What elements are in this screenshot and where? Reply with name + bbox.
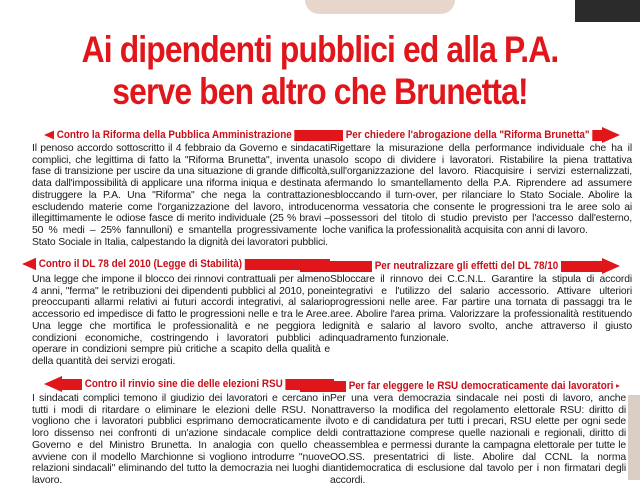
section-1-left-title: Contro la Riforma della Pubblica Amministrazione (54, 127, 294, 144)
section-2-right-title: Per neutralizzare gli effetti del DL 78/10 (372, 258, 561, 275)
section-3-right-title: Per far eleggere le RSU democraticamente dai lavoratori (346, 378, 616, 395)
section-2-left-text: Una legge che impone il blocco dei rinnovi contrattuali per almeno 4 anni, "ferma" le retribuzioni dei dipendenti pubblici al 2010, pone preoccupanti allarmi relativi ai futuri accordi integrativi, al salario accessorio ed impedisce di fatto le progressioni nelle e tra le Aree. Una legge che mortifica le professionalità e ne peggiora le condizioni economiche, costringendo i lavoratori pubblici ad operare in condizioni sempre più critiche a scapito della qualità e della quantità dei servizi erogati. (32, 274, 330, 367)
section-3-left-text: I sindacati complici temono il giudizio dei lavoratori e cercano in tutti i modi di ritardare o eliminare le elezioni delle RSU. Non vogliono che i lavoratori pubblici esprimano democraticamente il loro dissenso nei confronti di un'azione sindacale complice del Governo e del Ministro Brunetta. In analogia con quello che avviene con il modello Marchionne si vogliono introdurre "nuove relazioni sindacali" eliminando del tutto la democrazia nei luoghi di lavoro. (32, 393, 330, 486)
headline-line-2: serve ben altro che Brunetta! (112, 71, 528, 112)
section-3-right-text: Per una vera democrazia sindacale nei posti di lavoro, anche attraverso la modifica del regolamento elettorale RSU: diritto di voto e di candidatura per tutti i precari, RSU elette per ogni sede di contrattazione comprese quelle nazionali e regionali, diritto di assemblea e permessi durante la campagna elettorale per tutte le OO.SS. presentatrici di liste. Abolire dal CCNL la norma antidemocratica di esclusione dal tavolo per i non firmatari degli accordi. (330, 393, 626, 486)
right-photo-edge (628, 395, 640, 480)
banner-arrow-right-2 (300, 258, 620, 275)
top-photo-dark-fragment (575, 0, 640, 22)
banner-arrow-right-1 (300, 127, 620, 144)
section-2-left-title: Contro il DL 78 del 2010 (Legge di Stabilità) (36, 256, 245, 273)
headline-line-1: Ai dipendenti pubblici ed alla P.A. (81, 29, 559, 70)
section-1-right-text: Rigettare la misurazione della performance individuale che ha il solo scopo di dividere i lavoratori. Ristabilire la piena trattativa sull'organizzazione del lavoro. Riacquisire i servizi esternalizzati, fermando lo smantellamento della P.A. Riprendere ad assumere sbloccando il turn-over, per rilanciare lo Stato Sociale. Abolire la norma vessatoria che consente le progressioni tra le aree solo ai possessori del titolo di studio previsto per l'accesso dall'esterno, che vanifica la professionalità acquisita con anni di lavoro. (330, 143, 632, 236)
banner-arrow-left-2 (22, 256, 330, 273)
top-photo-fragment (305, 0, 455, 14)
banner-arrow-left-1 (44, 127, 334, 144)
section-2-right-text: Sbloccare il rinnovo dei C.C.N.L. Garantire la stipula di accordi integrativi e l'utilizzo del salario accessorio. Attivare ulteriori progressioni nelle aree. Far partire una tornata di passaggi tra le aree. Abolire l'area prima. Valorizzare la professionalità restituendo dignità e salario al lavoro svolto, anche attraverso il giusto inquadramento funzionale. (330, 274, 632, 344)
banner-arrow-left-3 (44, 376, 334, 393)
section-1-right-title: Per chiedere l'abrogazione della "Riforma Brunetta" (343, 127, 592, 144)
section-1-left-text: Il penoso accordo sottoscritto il 4 febbraio da Governo e sindacati complici, che legittima di fatto la "Riforma Brunetta", inventa una fase di transizione per uscire da una situazione di grande difficoltà, data dall'impossibilità di applicare una riforma iniqua e destinata a distruggere la P.A. Una "Riforma" che nega la contrattazione escludendo materie come l'organizzazione del lavoro, introduce illegittimamente le odiose fasce di merito individuale (25 % bravi – 50 % medi – 25% fannulloni) e smantella progressivamente lo Stato Sociale in Italia, calpestando la dignità dei lavoratori pubblici. (32, 143, 330, 248)
section-3-left-title: Contro il rinvio sine die delle elezioni RSU (82, 376, 285, 393)
